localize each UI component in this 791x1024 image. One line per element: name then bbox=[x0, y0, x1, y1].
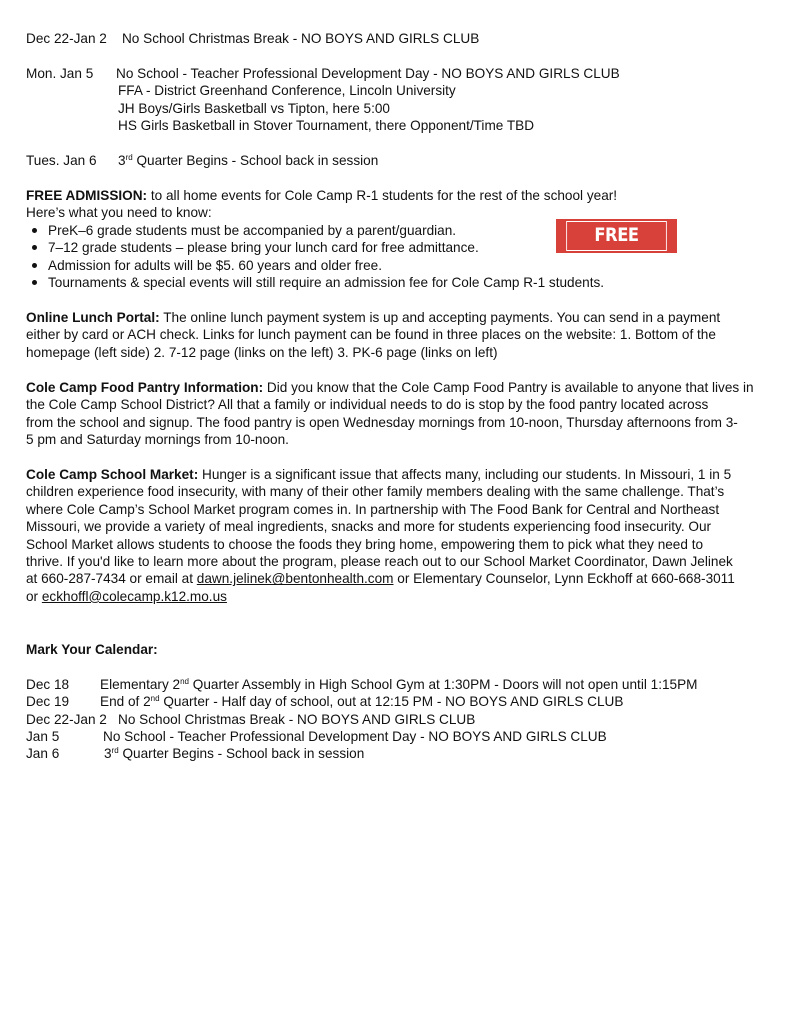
paragraph-text: The online lunch payment system is up and accepting payments. You can send in a payment bbox=[163, 310, 721, 325]
list-item: 7–12 grade students – please bring your lunch card for free admittance. bbox=[26, 239, 766, 256]
event-text: Quarter Begins - School back in session bbox=[136, 153, 379, 168]
paragraph-line bbox=[26, 466, 766, 483]
section-heading: Mark Your Calendar: bbox=[26, 642, 158, 657]
event-date: Dec 22-Jan 2 bbox=[26, 31, 107, 46]
calendar-text: No School Christmas Break - NO BOYS AND GIRLS CLUB bbox=[118, 712, 476, 727]
free-admission-text: to all home events for Cole Camp R-1 students for the rest of the school year! bbox=[150, 188, 618, 203]
calendar-date: Dec 22-Jan 2 bbox=[26, 712, 107, 727]
paragraph-line bbox=[26, 588, 766, 605]
counselor-email-link[interactable]: eckhoffl@colecamp.k12.mo.us bbox=[41, 588, 227, 604]
list-item: PreK–6 grade students must be accompanied by a parent/guardian. bbox=[26, 222, 766, 239]
event-jan5-item: No School - Teacher Professional Development Day - NO BOYS AND GIRLS CLUB bbox=[116, 66, 620, 81]
paragraph-line: thrive. If you'd like to learn more about the program, please reach out to our School Market Coordinator, Dawn Jelinek bbox=[26, 554, 733, 570]
calendar-date: Jan 5 bbox=[26, 729, 60, 744]
calendar-text: No School - Teacher Professional Development Day - NO BOYS AND GIRLS CLUB bbox=[103, 729, 607, 744]
event-dec22 bbox=[26, 30, 479, 47]
section-heading: Cole Camp Food Pantry Information: bbox=[26, 380, 264, 395]
paragraph-line: from the school and signup. The food pantry is open Wednesday mornings from 10-noon, Thursday afternoons from 3- bbox=[26, 414, 738, 430]
calendar-date: Dec 19 bbox=[26, 694, 70, 709]
calendar-item bbox=[26, 693, 623, 710]
calendar-heading bbox=[26, 641, 158, 658]
calendar-text: Quarter - Half day of school, out at 12:15 PM - NO BOYS AND GIRLS CLUB bbox=[163, 694, 624, 709]
ordinal-number: 3 bbox=[118, 153, 126, 168]
paragraph-text: Did you know that the Cole Camp Food Pantry is available to anyone that lives in bbox=[266, 380, 754, 395]
free-entry-badge bbox=[556, 219, 677, 273]
paragraph-line: School Market allows students to choose the foods they bring home, empowering them to pick what they need to bbox=[26, 536, 704, 552]
calendar-item bbox=[26, 745, 364, 762]
calendar-date: Jan 6 bbox=[26, 746, 60, 761]
event-jan5-date: Mon. Jan 5 bbox=[26, 66, 94, 81]
event-text: No School Christmas Break - NO BOYS AND GIRLS CLUB bbox=[121, 31, 480, 46]
paragraph-text: or bbox=[26, 588, 39, 604]
calendar-text: Quarter Begins - School back in session bbox=[122, 746, 365, 761]
calendar-text: Elementary 2 bbox=[100, 677, 181, 692]
calendar-date: Dec 18 bbox=[26, 677, 70, 692]
coordinator-email-link[interactable]: dawn.jelinek@bentonhealth.com bbox=[196, 571, 394, 587]
section-heading: Cole Camp School Market: bbox=[26, 467, 199, 482]
paragraph-text: or Elementary Counselor, Lynn Eckhoff at 660-668-3011 bbox=[397, 571, 735, 587]
event-jan5-item: JH Boys/Girls Basketball vs Tipton, here 5:00 bbox=[118, 101, 390, 116]
paragraph-line: children experience food insecurity, with many of their other family members dealing with the same challenge. That’s bbox=[26, 484, 725, 500]
paragraph-line: where Cole Camp’s School Market program comes in. In partnership with The Food Bank for Central and Northeast bbox=[26, 501, 720, 517]
paragraph-line bbox=[26, 309, 766, 326]
free-entry-badge-text: FREE ENTRY bbox=[566, 221, 667, 251]
section-heading: FREE ADMISSION: bbox=[26, 188, 148, 203]
food-pantry-section bbox=[26, 379, 766, 449]
section-heading: Online Lunch Portal: bbox=[26, 310, 160, 325]
paragraph-line: homepage (left side) 2. 7-12 page (links on the left) 3. PK-6 page (links on left) bbox=[26, 344, 498, 360]
event-jan5-item: HS Girls Basketball in Stover Tournament, there Opponent/Time TBD bbox=[118, 118, 535, 133]
paragraph-line: Missouri, we provide a variety of meal ingredients, snacks and more for students experiencing food insecurity. Our bbox=[26, 519, 712, 535]
free-admission-intro bbox=[26, 187, 766, 204]
paragraph-text: Hunger is a significant issue that affects many, including our students. In Missouri, 1 in 5 bbox=[202, 467, 732, 482]
event-jan5-item: FFA - District Greenhand Conference, Lincoln University bbox=[118, 83, 456, 98]
event-jan6-date: Tues. Jan 6 bbox=[26, 153, 97, 168]
calendar-text: 3 bbox=[104, 746, 112, 761]
paragraph-line: either by card or ACH check. Links for lunch payment can be found in three places on the website: 1. Bottom of the bbox=[26, 327, 716, 343]
paragraph-text: at 660-287-7434 or email at bbox=[26, 571, 194, 587]
calendar-item bbox=[26, 676, 697, 693]
paragraph-line: 5 pm and Saturday mornings from 10-noon. bbox=[26, 432, 289, 448]
calendar-text: Quarter Assembly in High School Gym at 1:30PM - Doors will not open until 1:15PM bbox=[192, 677, 698, 692]
ordinal-suffix: rd bbox=[125, 153, 133, 162]
list-item: Tournaments & special events will still require an admission fee for Cole Camp R-1 students. bbox=[26, 274, 766, 291]
list-item: Admission for adults will be $5. 60 years and older free. bbox=[26, 257, 766, 274]
paragraph-line bbox=[26, 570, 766, 587]
calendar-item bbox=[26, 728, 607, 745]
lunch-portal-section bbox=[26, 309, 766, 361]
free-admission-subheading: Here’s what you need to know: bbox=[26, 205, 212, 221]
ordinal-suffix: nd bbox=[180, 677, 189, 686]
calendar-text: End of 2 bbox=[100, 694, 151, 709]
paragraph-line: the Cole Camp School District? All that a family or individual needs to do is stop by the food pantry located across bbox=[26, 397, 709, 413]
ordinal-suffix: nd bbox=[150, 694, 160, 703]
school-market-section bbox=[26, 466, 766, 605]
ordinal-suffix: rd bbox=[111, 746, 119, 755]
calendar-item bbox=[26, 711, 475, 728]
event-jan6-text bbox=[118, 152, 378, 169]
paragraph-line bbox=[26, 379, 766, 396]
